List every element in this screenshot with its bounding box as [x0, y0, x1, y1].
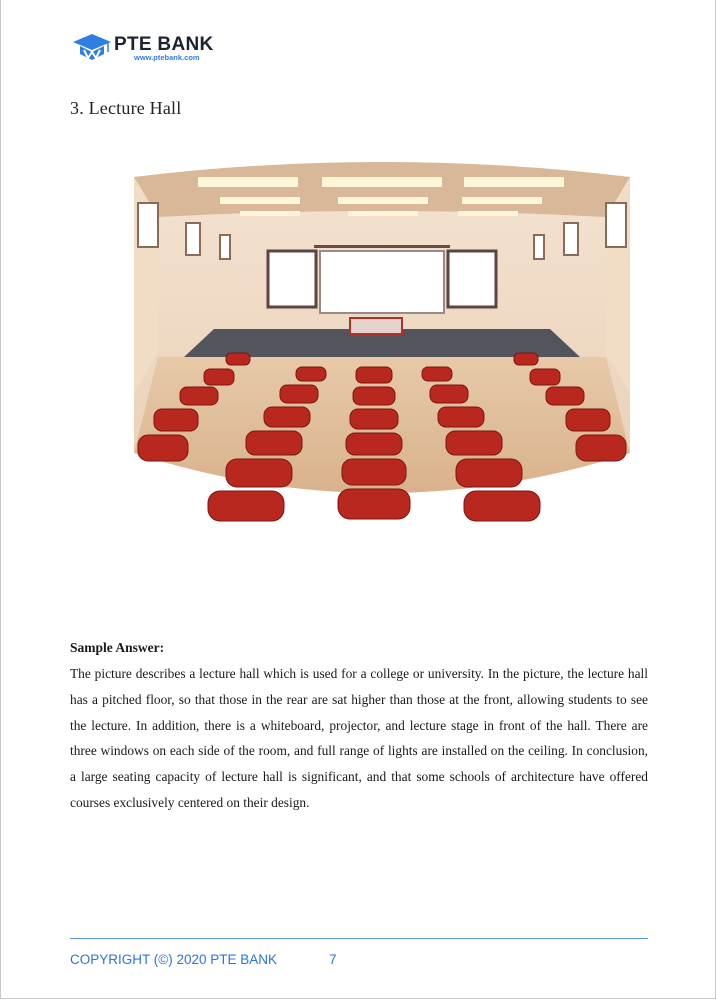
brand-url: www.ptebank.com [134, 53, 200, 62]
brand-name: PTE BANK [114, 34, 214, 55]
brand-logo [72, 30, 232, 66]
answer-body: The picture describes a lecture hall which is used for a college or university. In the picture, the lecture hall has a pitched floor, so that those in the rear are sat higher than those at the front, allowing students to see the lecture. In addition, there is a whiteboard, projector, and lecture stage in front of the hall. There are three windows on each side of the room, and full range of lights are installed on the ceiling. In conclusion, a large seating capacity of lecture hall is significant, and that some schools of architecture have offered courses exclusively centered on their design. [70, 666, 648, 810]
page-number: 7 [329, 952, 337, 967]
lecture-hall-illustration [128, 153, 636, 525]
answer-title: Sample Answer: [70, 640, 165, 655]
footer-divider [70, 938, 648, 939]
sample-answer [70, 640, 648, 816]
section-heading: 3. Lecture Hall [70, 98, 182, 118]
footer-copyright: COPYRIGHT (©) 2020 PTE BANK [70, 952, 278, 967]
graduation-cap-icon [72, 32, 112, 62]
